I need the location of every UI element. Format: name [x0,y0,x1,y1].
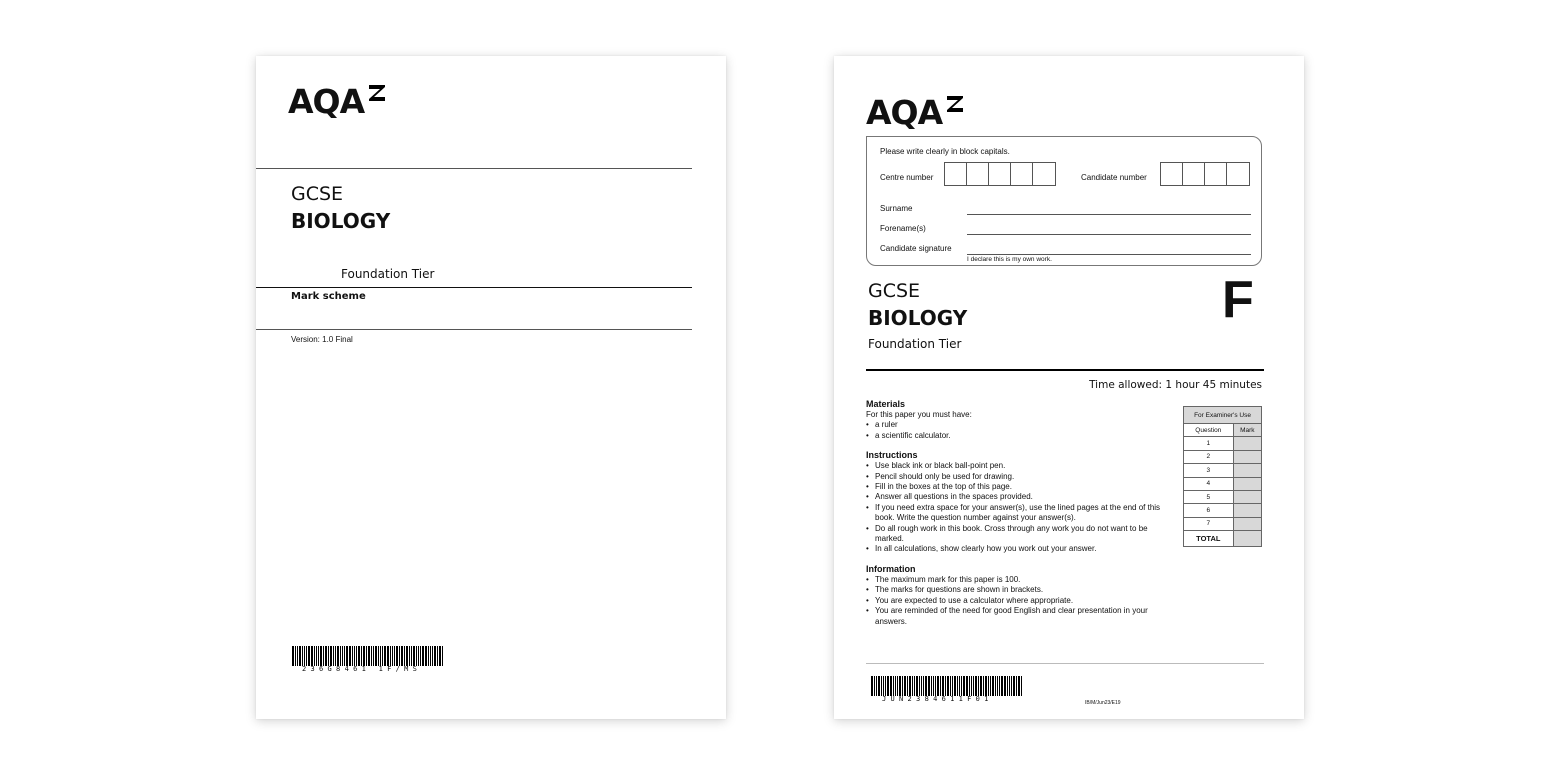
barcode-bar [401,646,403,666]
barcode-bar [878,676,880,696]
barcode-bar [295,646,296,666]
instructions-heading: Instructions [866,450,918,461]
aqa-logo [288,82,388,121]
divider [866,663,1264,664]
barcode-bar [314,646,315,666]
barcode-bar [881,676,882,696]
barcode [871,676,1031,696]
barcode-bar [909,676,911,696]
subject-title: BIOLOGY [868,306,968,330]
barcode-bar [416,646,417,666]
barcode-bar [975,676,977,696]
block-capitals-instruction: Please write clearly in block capitals. [880,147,1010,156]
signature-field[interactable] [967,254,1251,255]
barcode-bar [1011,676,1012,696]
materials-heading: Materials [866,399,906,409]
list-item: • You are expected to use a calculator where appropriate. [866,596,1172,606]
barcode-bar [316,646,317,666]
barcode-bar [966,676,968,696]
barcode-bar [422,646,424,666]
qualification-label: GCSE [291,183,344,205]
mark-scheme-cover-page [256,56,726,719]
barcode-bar [352,646,353,666]
barcode-bar [325,646,327,666]
doc-type-label: Mark scheme [291,291,366,302]
barcode-bar [428,646,429,666]
barcode-bar [995,676,996,696]
barcode-bar [411,646,412,666]
table-row: 1 [1184,437,1262,450]
declaration-text: I declare this is my own work. [967,256,1052,263]
barcode-bar [432,646,433,666]
barcode-bar [950,676,951,696]
barcode-bar [292,646,294,666]
barcode-bar [320,646,322,666]
barcode-bar [373,646,374,666]
barcode-bar [883,676,884,696]
barcode-bar [382,646,383,666]
barcode-bar [928,676,930,696]
barcode-bar [425,646,427,666]
barcode-bar [923,676,924,696]
divider [256,168,692,169]
barcode-bar [328,646,329,666]
forenames-label: Forename(s) [880,224,926,233]
table-row: 4 [1184,477,1262,490]
barcode-bar [914,676,915,696]
divider [256,329,692,330]
barcode-bar [1013,676,1015,696]
footer-code: IB/M/Jun23/E19 [1085,700,1121,706]
table-row: 5 [1184,490,1262,503]
barcode-bar [380,646,381,666]
barcode-bar [368,646,370,666]
barcode-bar [969,676,970,696]
barcode-bar [942,676,944,696]
question-col-header: Question [1184,424,1234,437]
list-item: • a scientific calculator. [866,431,1172,441]
barcode-bar [912,676,913,696]
barcode-bar [945,676,946,696]
barcode-bar [390,646,391,666]
barcode-bar [971,676,972,696]
barcode-bar [358,646,360,666]
barcode-bar [887,676,889,696]
aqa-leaf-icon [366,82,388,104]
forenames-field[interactable] [967,234,1251,235]
list-item: • Do all rough work in this book. Cross through any work you do not want to be marked. [866,524,1172,545]
candidate-number-boxes[interactable] [1160,162,1250,186]
barcode-bar [954,676,956,696]
barcode-bar [871,676,873,696]
barcode-bar [437,646,438,666]
candidate-details-box [866,136,1262,266]
barcode-bar [999,676,1000,696]
barcode-bar [978,676,979,696]
table-row: 7 [1184,517,1262,530]
barcode-bar [375,646,377,666]
total-label: TOTAL [1184,531,1234,547]
candidate-number-label: Candidate number [1081,173,1147,182]
list-item: • a ruler [866,420,1172,430]
divider [866,369,1264,371]
barcode-bar [940,676,941,696]
barcode-bar [990,676,991,696]
table-row: 3 [1184,464,1262,477]
barcode-bar [1021,676,1022,696]
barcode-bar [947,676,949,696]
barcode-bar [980,676,982,696]
barcode-bar [342,646,343,666]
barcode-bar [420,646,421,666]
barcode [292,646,454,666]
barcode-bar [340,646,341,666]
aqa-leaf-icon [944,93,966,115]
barcode-bar [983,676,984,696]
barcode-bar [985,676,987,696]
question-paper-cover-page [834,56,1304,719]
aqa-logo [866,93,966,132]
time-allowed: Time allowed: 1 hour 45 minutes [1089,379,1262,391]
barcode-bar [1004,676,1006,696]
barcode-bar [902,676,903,696]
barcode-bar [387,646,389,666]
barcode-bar [371,646,372,666]
barcode-bar [337,646,339,666]
aqa-logo-text: AQA [288,82,365,121]
barcode-bar [963,676,965,696]
barcode-bar [1009,676,1010,696]
barcode-bar [921,676,922,696]
barcode-text: JUN2384611F01 [882,695,993,703]
aqa-logo-text: AQA [866,93,943,132]
barcode-bar [890,676,892,696]
barcode-bar [988,676,989,696]
barcode-bar [1018,676,1020,696]
list-item: • In all calculations, show clearly how you work out your answer. [866,544,1172,554]
barcode-bar [959,676,960,696]
barcode-bar [992,676,994,696]
barcode-bar [302,646,303,666]
table-row: 2 [1184,450,1262,463]
information-heading: Information [866,563,916,574]
barcode-bar [344,646,345,666]
barcode-bar [937,676,939,696]
barcode-bar [434,646,436,666]
barcode-bar [1007,676,1008,696]
examiner-use-table [1183,406,1262,547]
barcode-bar [318,646,319,666]
qualification-label: GCSE [868,280,921,302]
barcode-bar [399,646,400,666]
materials-intro: For this paper you must have: [866,410,972,419]
barcode-bar [299,646,301,666]
barcode-bar [925,676,927,696]
barcode-text: 236G8461 1F/MS [302,665,422,673]
barcode-bar [404,646,405,666]
barcode-bar [961,676,962,696]
barcode-bar [895,676,896,696]
barcode-bar [439,646,441,666]
barcode-bar [418,646,419,666]
barcode-bar [1016,676,1017,696]
barcode-bar [311,646,313,666]
surname-field[interactable] [967,214,1251,215]
centre-number-label: Centre number [880,173,934,182]
barcode-bar [378,646,379,666]
barcode-bar [335,646,336,666]
barcode-bar [413,646,415,666]
barcode-bar [361,646,362,666]
barcode-bar [349,646,351,666]
divider [256,287,692,288]
barcode-bar [442,646,443,666]
barcode-bar [356,646,357,666]
barcode-bar [997,676,998,696]
barcode-bar [392,646,393,666]
barcode-bar [897,676,898,696]
barcode-bar [899,676,901,696]
barcode-bar [396,646,398,666]
barcode-bar [933,676,934,696]
list-item: • The marks for questions are shown in brackets. [866,585,1172,595]
barcode-bar [297,646,298,666]
tier-letter: F [1222,271,1254,329]
list-item: • You are reminded of the need for good English and clear presentation in your answers. [866,606,1172,627]
signature-label: Candidate signature [880,244,952,253]
barcode-bar [330,646,332,666]
barcode-bar [957,676,958,696]
list-item: • The maximum mark for this paper is 100. [866,575,1172,585]
information-list [866,575,1172,627]
surname-label: Surname [880,204,913,213]
rubric [866,399,1172,627]
barcode-bar [304,646,305,666]
barcode-bar [916,676,918,696]
list-item: • Pencil should only be used for drawing. [866,472,1172,482]
barcode-bar [306,646,307,666]
list-item: • If you need extra space for your answer(s), use the lined pages at the end of this book. Write the question number against your answer(s). [866,503,1172,524]
barcode-bar [1001,676,1003,696]
barcode-bar [323,646,324,666]
list-item: • Use black ink or black ball-point pen. [866,461,1172,471]
barcode-bar [973,676,974,696]
table-row [1184,531,1262,547]
tier-label: Foundation Tier [341,267,435,281]
tier-label: Foundation Tier [868,337,962,351]
barcode-bar [333,646,334,666]
barcode-bar [406,646,408,666]
list-item: • Answer all questions in the spaces provided. [866,492,1172,502]
barcode-bar [366,646,367,666]
barcode-bar [346,646,348,666]
barcode-bar [394,646,395,666]
barcode-bar [907,676,908,696]
barcode-bar [935,676,936,696]
barcode-bar [904,676,906,696]
barcode-bar [876,676,877,696]
centre-number-boxes[interactable] [944,162,1056,186]
barcode-bar [354,646,355,666]
examiner-table-title: For Examiner's Use [1184,407,1262,424]
barcode-bar [952,676,953,696]
barcode-bar [384,646,386,666]
mark-col-header: Mark [1233,424,1261,437]
barcode-bar [363,646,365,666]
barcode-bar [885,676,886,696]
barcode-bar [430,646,431,666]
subject-title: BIOLOGY [291,209,391,233]
barcode-bar [308,646,310,666]
barcode-bar [931,676,932,696]
barcode-bar [893,676,894,696]
instructions-list [866,461,1172,555]
materials-list [866,420,1172,441]
barcode-bar [409,646,410,666]
list-item: • Fill in the boxes at the top of this page. [866,482,1172,492]
version-label: Version: 1.0 Final [291,335,353,344]
barcode-bar [874,676,875,696]
barcode-bar [919,676,920,696]
table-row: 6 [1184,504,1262,517]
